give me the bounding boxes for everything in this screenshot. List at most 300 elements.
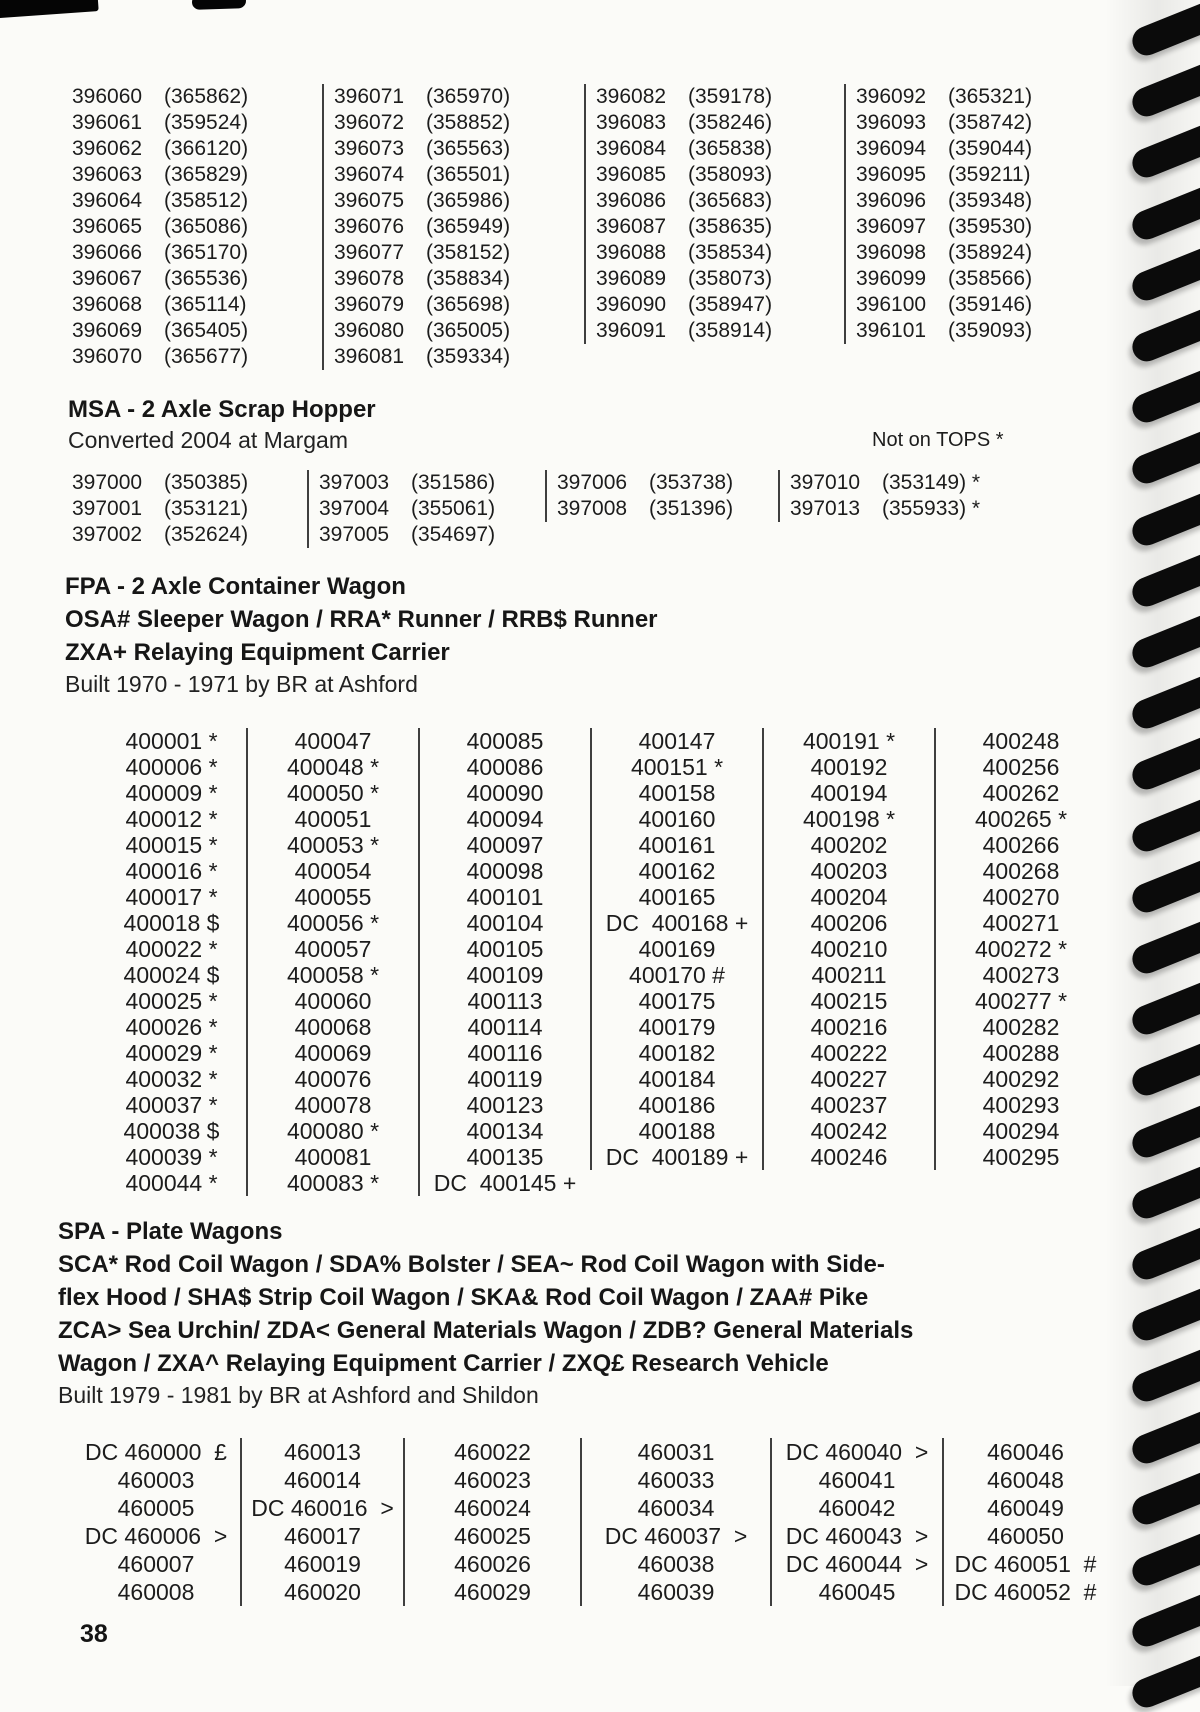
wagon-number: 396097: [856, 215, 927, 238]
wagon-number: 397003: [319, 471, 390, 494]
wagon-number: 396068: [72, 293, 143, 316]
wagon-number: 396070: [72, 345, 143, 368]
wagon-entry: [72, 496, 307, 522]
wagon-entry: [596, 110, 844, 136]
wagon-entry: 400113: [467, 988, 543, 1014]
wagon-entry: [856, 110, 1100, 136]
previous-number: (365405): [164, 319, 249, 342]
previous-number: (359524): [164, 111, 249, 134]
wagon-entry: [596, 214, 844, 240]
table-column: [246, 728, 418, 1196]
fpa-heading-block: [65, 570, 658, 700]
table-396-continuation: [70, 84, 1100, 370]
wagon-number: 396065: [72, 215, 143, 238]
wagon-entry: [596, 162, 844, 188]
previous-number: (359334): [426, 345, 511, 368]
wagon-entry: [856, 240, 1100, 266]
wagon-entry: 400060: [294, 988, 372, 1014]
wagon-entry: DC 460043 >: [785, 1523, 929, 1549]
wagon-entry: [596, 266, 844, 292]
wagon-number: 397004: [319, 497, 390, 520]
wagon-number: 396061: [72, 111, 143, 134]
wagon-entry: 400051: [294, 806, 372, 832]
table-column: [942, 1438, 1107, 1606]
wagon-entry: 400202: [810, 832, 888, 858]
wagon-entry: [72, 214, 322, 240]
wagon-entry: 400248: [982, 728, 1060, 754]
wagon-entry: 400151 *: [630, 754, 724, 780]
wagon-entry: [72, 188, 322, 214]
table-460-spa: [70, 1438, 1107, 1606]
wagon-number: 396100: [856, 293, 927, 316]
wagon-entry: 400170 #: [629, 962, 725, 988]
wagon-entry: [856, 318, 1100, 344]
wagon-entry: 400295: [982, 1144, 1060, 1170]
wagon-entry: [72, 470, 307, 496]
wagon-entry: 400081: [294, 1144, 372, 1170]
wagon-entry: 400123: [466, 1092, 544, 1118]
previous-number: (365698): [426, 293, 511, 316]
wagon-entry: [72, 162, 322, 188]
previous-number: (359211): [948, 163, 1031, 186]
wagon-entry: 400029 *: [125, 1040, 218, 1066]
page-number: 38: [80, 1620, 108, 1648]
wagon-entry: 400054: [294, 858, 372, 884]
table-column: [844, 84, 1100, 344]
wagon-entry: 400076: [294, 1066, 372, 1092]
wagon-number: 396078: [334, 267, 405, 290]
wagon-entry: [334, 240, 584, 266]
previous-number: (355061): [411, 497, 496, 520]
wagon-entry: 400182: [638, 1040, 716, 1066]
wagon-number: 396099: [856, 267, 927, 290]
wagon-entry: 400056 *: [286, 910, 380, 936]
wagon-entry: 460020: [284, 1579, 361, 1605]
wagon-entry: [334, 318, 584, 344]
wagon-entry: 400116: [467, 1040, 543, 1066]
wagon-entry: 400271: [982, 910, 1060, 936]
wagon-number: 397010: [790, 471, 861, 494]
wagon-entry: 460014: [284, 1467, 361, 1493]
previous-number: (359348): [948, 189, 1033, 212]
wagon-entry: [856, 266, 1100, 292]
wagon-entry: 400186: [638, 1092, 716, 1118]
previous-number: (358152): [426, 241, 511, 264]
wagon-entry: 400262: [982, 780, 1060, 806]
previous-number: (354697): [411, 523, 496, 546]
spa-built-note: Built 1979 - 1981 by BR at Ashford and Shildon: [58, 1382, 539, 1408]
wagon-entry: 400001 *: [125, 728, 218, 754]
wagon-entry: 400098: [466, 858, 544, 884]
wagon-number: 396084: [596, 137, 667, 160]
wagon-entry: 400188: [638, 1118, 716, 1144]
wagon-entry: 400016 *: [125, 858, 218, 884]
fpa-built-note: Built 1970 - 1971 by BR at Ashford: [65, 671, 418, 697]
wagon-entry: [334, 214, 584, 240]
previous-number: (358512): [164, 189, 249, 212]
wagon-entry: 400024 $: [123, 962, 220, 988]
wagon-entry: 400246: [810, 1144, 888, 1170]
wagon-entry: 400161: [638, 832, 716, 858]
wagon-entry: 400047: [294, 728, 372, 754]
wagon-entry: 400184: [638, 1066, 716, 1092]
spa-heading-block: [58, 1215, 913, 1411]
wagon-entry: [856, 292, 1100, 318]
wagon-entry: 400018 $: [123, 910, 220, 936]
previous-number: (355933) *: [882, 497, 981, 520]
wagon-number: 396088: [596, 241, 667, 264]
wagon-entry: 400203: [810, 858, 888, 884]
wagon-number: 397002: [72, 523, 143, 546]
wagon-entry: [72, 522, 307, 548]
wagon-entry: [319, 496, 545, 522]
wagon-entry: 460024: [454, 1495, 531, 1521]
wagon-entry: 460007: [117, 1551, 195, 1577]
wagon-entry: 460029: [454, 1579, 531, 1605]
wagon-number: 396085: [596, 163, 667, 186]
previous-number: (365536): [164, 267, 249, 290]
previous-number: (365114): [164, 293, 247, 316]
wagon-entry: [334, 162, 584, 188]
wagon-entry: [319, 522, 545, 548]
wagon-entry: 400026 *: [125, 1014, 218, 1040]
wagon-entry: [72, 318, 322, 344]
previous-number: (365677): [164, 345, 249, 368]
msa-heading-block: [68, 394, 376, 456]
wagon-entry: 400012 *: [125, 806, 218, 832]
previous-number: (365501): [426, 163, 511, 186]
wagon-entry: [856, 84, 1100, 110]
table-column: [70, 470, 307, 548]
wagon-number: 396063: [72, 163, 143, 186]
wagon-entry: [557, 496, 778, 522]
wagon-entry: 400165: [638, 884, 716, 910]
previous-number: (365862): [164, 85, 249, 108]
scan-artifact-top-left: [0, 0, 99, 19]
wagon-entry: 400292: [982, 1066, 1060, 1092]
previous-number: (358947): [688, 293, 773, 316]
wagon-entry: 460031: [637, 1439, 715, 1465]
table-column: [590, 728, 762, 1170]
wagon-entry: 400215: [810, 988, 888, 1014]
fpa-title: FPA - 2 Axle Container Wagon: [65, 573, 406, 600]
wagon-entry: 460048: [987, 1467, 1064, 1493]
wagon-entry: [856, 136, 1100, 162]
wagon-number: 396066: [72, 241, 143, 264]
wagon-entry: 400044 *: [125, 1170, 218, 1196]
wagon-entry: 400104: [466, 910, 544, 936]
wagon-number: 396064: [72, 189, 143, 212]
wagon-entry: 400055: [294, 884, 372, 910]
wagon-entry: 400162: [638, 858, 716, 884]
wagon-entry: [596, 240, 844, 266]
wagon-entry: [72, 292, 322, 318]
wagon-entry: DC 460051 #: [954, 1551, 1097, 1577]
wagon-entry: 400191 *: [802, 728, 896, 754]
wagon-entry: 400069: [294, 1040, 372, 1066]
wagon-entry: 400237: [810, 1092, 888, 1118]
wagon-number: 396091: [596, 319, 667, 342]
table-column: [322, 84, 584, 370]
wagon-entry: [790, 496, 1040, 522]
wagon-entry: 400050 *: [286, 780, 380, 806]
wagon-number: 396081: [334, 345, 405, 368]
wagon-number: 396071: [334, 85, 405, 108]
previous-number: (353121): [164, 497, 249, 520]
wagon-number: 396060: [72, 85, 143, 108]
wagon-entry: 400293: [982, 1092, 1060, 1118]
wagon-entry: [319, 470, 545, 496]
wagon-entry: 400242: [810, 1118, 888, 1144]
wagon-number: 396073: [334, 137, 405, 160]
wagon-entry: 460013: [284, 1439, 361, 1465]
wagon-entry: [790, 470, 1040, 496]
previous-number: (358924): [948, 241, 1033, 264]
wagon-entry: 460003: [117, 1467, 195, 1493]
spa-subtitle1: SCA* Rod Coil Wagon / SDA% Bolster / SEA~ Rod Coil Wagon with Side-: [58, 1251, 885, 1278]
wagon-entry: 400169: [638, 936, 716, 962]
wagon-entry: 400266: [982, 832, 1060, 858]
wagon-entry: [596, 292, 844, 318]
previous-number: (358093): [688, 163, 773, 186]
wagon-entry: 460025: [454, 1523, 531, 1549]
spa-title: SPA - Plate Wagons: [58, 1218, 283, 1245]
wagon-entry: [596, 136, 844, 162]
wagon-number: 397001: [72, 497, 143, 520]
wagon-number: 396087: [596, 215, 667, 238]
wagon-entry: [334, 344, 584, 370]
wagon-entry: 460019: [284, 1551, 361, 1577]
wagon-entry: 400227: [810, 1066, 888, 1092]
wagon-entry: 400211: [811, 962, 887, 988]
wagon-entry: 460023: [454, 1467, 531, 1493]
wagon-entry: 460008: [117, 1579, 195, 1605]
wagon-entry: 400038 $: [123, 1118, 220, 1144]
wagon-number: 397000: [72, 471, 143, 494]
wagon-number: 397006: [557, 471, 628, 494]
previous-number: (358073): [688, 267, 773, 290]
wagon-entry: 400094: [466, 806, 544, 832]
wagon-number: 396086: [596, 189, 667, 212]
wagon-number: 396072: [334, 111, 405, 134]
previous-number: (365321): [948, 85, 1033, 108]
previous-number: (358852): [426, 111, 511, 134]
msa-tops-note: Not on TOPS *: [872, 429, 1004, 451]
wagon-entry: DC 460040 >: [785, 1439, 929, 1465]
msa-subtitle: Converted 2004 at Margam: [68, 427, 348, 453]
wagon-entry: 400256: [982, 754, 1060, 780]
wagon-entry: 400134: [466, 1118, 544, 1144]
wagon-entry: DC 460000 £: [85, 1439, 227, 1465]
fpa-subtitle1: OSA# Sleeper Wagon / RRA* Runner / RRB$ Runner: [65, 606, 658, 633]
previous-number: (352624): [164, 523, 249, 546]
wagon-number: 396095: [856, 163, 927, 186]
wagon-entry: 460026: [454, 1551, 531, 1577]
previous-number: (365949): [426, 215, 511, 238]
wagon-number: 396096: [856, 189, 927, 212]
wagon-entry: [72, 240, 322, 266]
table-column: [403, 1438, 580, 1606]
wagon-entry: 460022: [454, 1439, 531, 1465]
wagon-entry: 400158: [638, 780, 716, 806]
previous-number: (365086): [164, 215, 249, 238]
wagon-entry: 460041: [818, 1467, 896, 1493]
wagon-number: 397005: [319, 523, 390, 546]
wagon-entry: 400179: [638, 1014, 716, 1040]
previous-number: (358566): [948, 267, 1033, 290]
wagon-entry: [856, 162, 1100, 188]
wagon-entry: 400109: [466, 962, 544, 988]
table-column: [770, 1438, 942, 1606]
table-column: [70, 84, 322, 370]
wagon-entry: [856, 214, 1100, 240]
spa-subtitle3: ZCA> Sea Urchin/ ZDA< General Materials Wagon / ZDB? General Materials: [58, 1317, 914, 1344]
previous-number: (358914): [688, 319, 773, 342]
table-column: [95, 728, 246, 1196]
wagon-entry: DC 460044 >: [785, 1551, 929, 1577]
previous-number: (365683): [688, 189, 773, 212]
wagon-entry: 400025 *: [125, 988, 218, 1014]
wagon-number: 396090: [596, 293, 667, 316]
wagon-entry: 400272 *: [974, 936, 1068, 962]
wagon-entry: 400037 *: [125, 1092, 218, 1118]
wagon-entry: 400288: [982, 1040, 1060, 1066]
table-column: [307, 470, 545, 548]
wagon-entry: 400057: [294, 936, 372, 962]
table-column: [584, 84, 844, 344]
wagon-number: 396092: [856, 85, 927, 108]
previous-number: (358534): [688, 241, 773, 264]
wagon-number: 396094: [856, 137, 927, 160]
wagon-entry: 460033: [637, 1467, 715, 1493]
table-column: [762, 728, 934, 1170]
wagon-entry: 400080 *: [286, 1118, 380, 1144]
wagon-entry: 400282: [982, 1014, 1060, 1040]
wagon-entry: 400101: [466, 884, 544, 910]
previous-number: (353149) *: [882, 471, 981, 494]
wagon-entry: 400058 *: [286, 962, 380, 988]
wagon-entry: 400194: [810, 780, 888, 806]
previous-number: (353738): [649, 471, 734, 494]
previous-number: (359093): [948, 319, 1033, 342]
previous-number: (359178): [688, 85, 773, 108]
wagon-entry: 460045: [818, 1579, 896, 1605]
wagon-number: 396098: [856, 241, 927, 264]
wagon-entry: 460046: [987, 1439, 1064, 1465]
wagon-number: 396093: [856, 111, 927, 134]
binding-shadow-strip: [1105, 0, 1200, 1686]
wagon-entry: [334, 136, 584, 162]
wagon-entry: 400105: [466, 936, 544, 962]
previous-number: (351396): [649, 497, 734, 520]
previous-number: (358246): [688, 111, 773, 134]
wagon-entry: 400048 *: [286, 754, 380, 780]
previous-number: (365005): [426, 319, 511, 342]
wagon-entry: 400160: [638, 806, 716, 832]
spa-subtitle4: Wagon / ZXA^ Relaying Equipment Carrier / ZXQ£ Research Vehicle: [58, 1350, 829, 1377]
wagon-entry: 460034: [637, 1495, 715, 1521]
wagon-entry: 400273: [982, 962, 1060, 988]
wagon-number: 396101: [856, 319, 927, 342]
msa-title: MSA - 2 Axle Scrap Hopper: [68, 396, 376, 423]
wagon-entry: 400147: [638, 728, 716, 754]
table-400-fpa: [95, 728, 1106, 1196]
wagon-entry: [596, 318, 844, 344]
scan-artifact-top-center: [192, 0, 246, 10]
wagon-entry: DC 460006 >: [84, 1523, 228, 1549]
wagon-entry: 400206: [810, 910, 888, 936]
wagon-entry: 400068: [294, 1014, 372, 1040]
wagon-entry: 400222: [810, 1040, 888, 1066]
wagon-entry: 400268: [982, 858, 1060, 884]
wagon-entry: 400270: [982, 884, 1060, 910]
table-column: [580, 1438, 770, 1606]
previous-number: (351586): [411, 471, 496, 494]
wagon-entry: 460038: [637, 1551, 715, 1577]
wagon-entry: DC 400145 +: [433, 1170, 577, 1196]
wagon-entry: 400097: [466, 832, 544, 858]
wagon-entry: 400277 *: [974, 988, 1068, 1014]
previous-number: (359146): [948, 293, 1033, 316]
wagon-number: 396079: [334, 293, 405, 316]
wagon-entry: [334, 292, 584, 318]
previous-number: (359530): [948, 215, 1033, 238]
wagon-entry: 400204: [810, 884, 888, 910]
wagon-entry: 400009 *: [125, 780, 218, 806]
table-column: [545, 470, 778, 522]
wagon-number: 396067: [72, 267, 143, 290]
wagon-entry: [334, 266, 584, 292]
table-column: [70, 1438, 240, 1606]
wagon-entry: [72, 110, 322, 136]
wagon-number: 396075: [334, 189, 405, 212]
wagon-entry: 400175: [638, 988, 716, 1014]
wagon-entry: [334, 188, 584, 214]
wagon-entry: 400078: [294, 1092, 372, 1118]
wagon-entry: 400017 *: [125, 884, 218, 910]
previous-number: (365563): [426, 137, 511, 160]
wagon-number: 397008: [557, 497, 628, 520]
previous-number: (366120): [164, 137, 249, 160]
wagon-entry: 400192: [810, 754, 888, 780]
wagon-entry: 400265 *: [974, 806, 1068, 832]
previous-number: (365170): [164, 241, 249, 264]
wagon-entry: [856, 188, 1100, 214]
wagon-entry: 460039: [637, 1579, 715, 1605]
wagon-number: 396089: [596, 267, 667, 290]
wagon-number: 396080: [334, 319, 405, 342]
wagon-entry: 400015 *: [125, 832, 218, 858]
wagon-entry: 400086: [466, 754, 544, 780]
wagon-entry: 460017: [284, 1523, 361, 1549]
wagon-entry: DC 400168 +: [605, 910, 749, 936]
wagon-entry: 460005: [117, 1495, 195, 1521]
wagon-entry: 400053 *: [286, 832, 380, 858]
wagon-entry: [596, 188, 844, 214]
wagon-entry: 400022 *: [125, 936, 218, 962]
wagon-entry: 400090: [466, 780, 544, 806]
wagon-entry: 460049: [987, 1495, 1064, 1521]
fpa-subtitle2: ZXA+ Relaying Equipment Carrier: [65, 639, 450, 666]
wagon-entry: 400032 *: [125, 1066, 218, 1092]
previous-number: (350385): [164, 471, 249, 494]
wagon-entry: [596, 84, 844, 110]
wagon-entry: [334, 84, 584, 110]
wagon-entry: [72, 344, 322, 370]
previous-number: (365986): [426, 189, 511, 212]
previous-number: (358742): [948, 111, 1033, 134]
table-column: [778, 470, 1040, 522]
